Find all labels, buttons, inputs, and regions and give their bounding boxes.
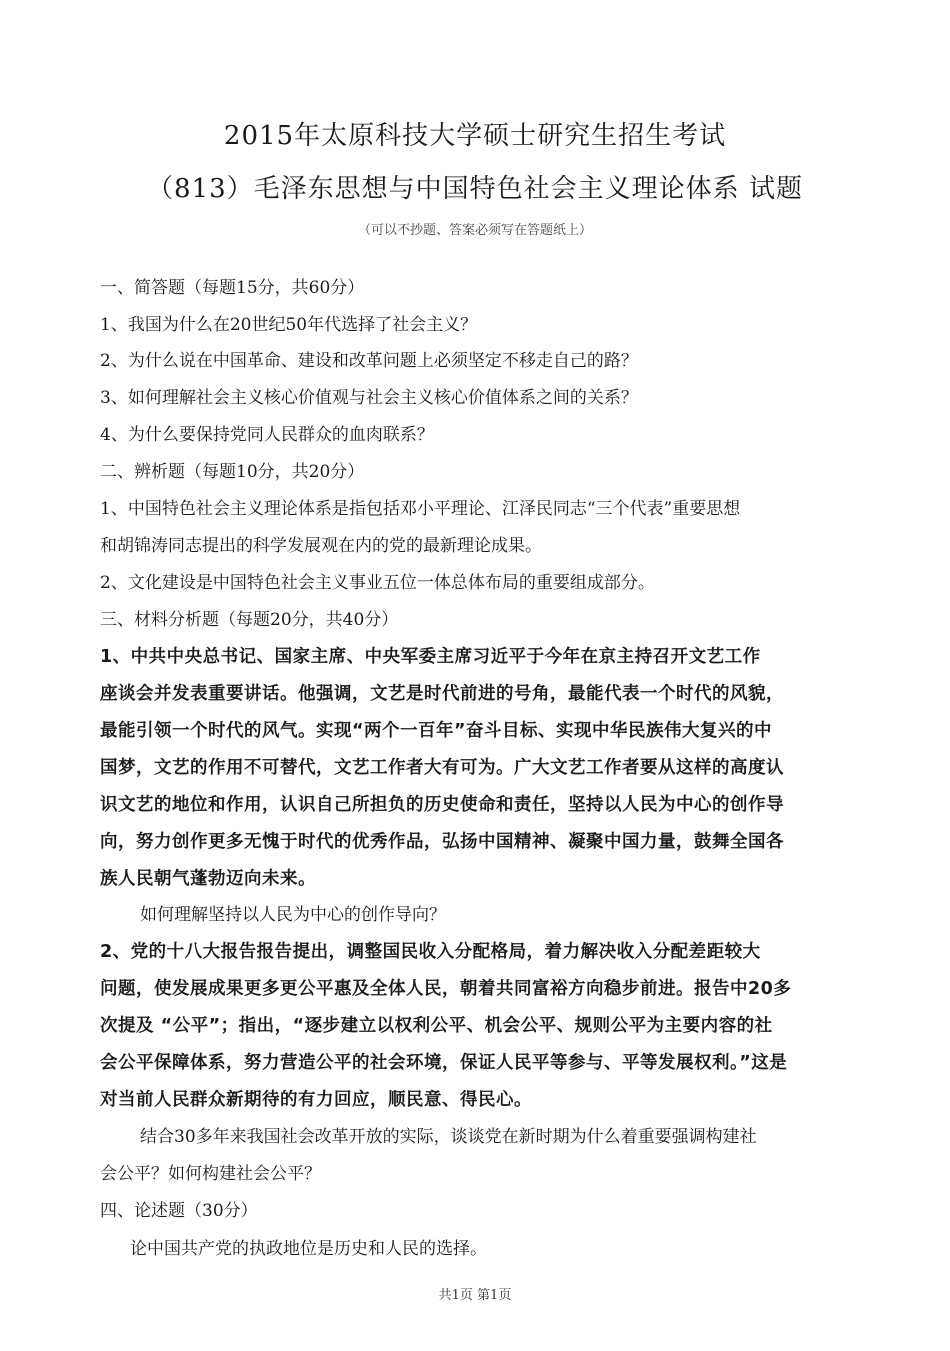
section-heading-material-analysis: 三、材料分析题（每题20分，共40分）: [100, 610, 399, 630]
material-1-line: 座谈会并发表重要讲话。他强调，文艺是时代前进的号角，最能代表一个时代的风貌，: [100, 684, 784, 704]
question-1-4: 4、为什么要保持党同人民群众的血肉联系？: [100, 425, 434, 445]
material-1-line: 识文艺的地位和作用，认识自己所担负的历史使命和责任，坚持以人民为中心的创作导: [100, 795, 784, 815]
material-1-line: 最能引领一个时代的风气。实现“两个一百年”奋斗目标、实现中华民族伟大复兴的中: [100, 721, 773, 741]
section-heading-short-answer: 一、简答题（每题15分，共60分）: [100, 278, 365, 298]
material-1-question: 如何理解坚持以人民为中心的创作导向？: [140, 905, 446, 925]
material-2-line: 会公平保障体系，努力营造公平的社会环境，保证人民平等参与、平等发展权利。”这是: [100, 1053, 788, 1073]
question-1-1: 1、我国为什么在20世纪50年代选择了社会主义？: [100, 315, 478, 335]
question-1-2: 2、为什么说在中国革命、建设和改革问题上必须坚定不移走自己的路？: [100, 351, 638, 371]
material-1-line: 国梦，文艺的作用不可替代，文艺工作者大有可为。广大文艺工作者要从这样的高度认: [100, 758, 784, 778]
page-footer: 共1页 第1页: [438, 1288, 512, 1303]
exam-title: 2015年太原科技大学硕士研究生招生考试: [223, 121, 727, 151]
question-2-1-line-1: 1、中国特色社会主义理论体系是指包括邓小平理论、江泽民同志“三个代表”重要思想: [100, 499, 741, 519]
section-heading-essay: 四、论述题（30分）: [100, 1201, 258, 1221]
question-2-2: 2、文化建设是中国特色社会主义事业五位一体总体布局的重要组成部分。: [100, 573, 655, 593]
question-1-3: 3、如何理解社会主义核心价值观与社会主义核心价值体系之间的关系？: [100, 388, 638, 408]
exam-note: （可以不抄题、答案必须写在答题纸上）: [357, 223, 592, 238]
material-2-question-line-1: 结合30多年来我国社会改革开放的实际，谈谈党在新时期为什么着重要强调构建社: [140, 1127, 757, 1147]
material-2-question-line-2: 会公平？如何构建社会公平？: [100, 1164, 321, 1184]
material-2-line: 2、党的十八大报告报告提出，调整国民收入分配格局，着力解决收入分配差距较大: [100, 942, 761, 962]
question-2-1-line-2: 和胡锦涛同志提出的科学发展观在内的党的最新理论成果。: [100, 536, 542, 556]
material-1-line: 族人民朝气蓬勃迈向未来。: [100, 869, 316, 889]
material-2-line: 对当前人民群众新期待的有力回应，顺民意、得民心。: [100, 1090, 532, 1110]
essay-question: 论中国共产党的执政地位是历史和人民的选择。: [130, 1239, 487, 1259]
material-2-line: 问题，使发展成果更多更公平惠及全体人民，朝着共同富裕方向稳步前进。报告中20多: [100, 979, 792, 999]
material-1-line: 向，努力创作更多无愧于时代的优秀作品，弘扬中国精神、凝聚中国力量，鼓舞全国各: [100, 832, 784, 852]
material-1-line: 1、中共中央总书记、国家主席、中央军委主席习近平于今年在京主持召开文艺工作: [100, 647, 761, 667]
material-2-line: 次提及 “公平”；指出，“逐步建立以权利公平、机会公平、规则公平为主要内容的社: [100, 1016, 773, 1036]
section-heading-discrimination: 二、辨析题（每题10分，共20分）: [100, 462, 365, 482]
exam-subtitle: （813）毛泽东思想与中国特色社会主义理论体系 试题: [147, 174, 803, 204]
